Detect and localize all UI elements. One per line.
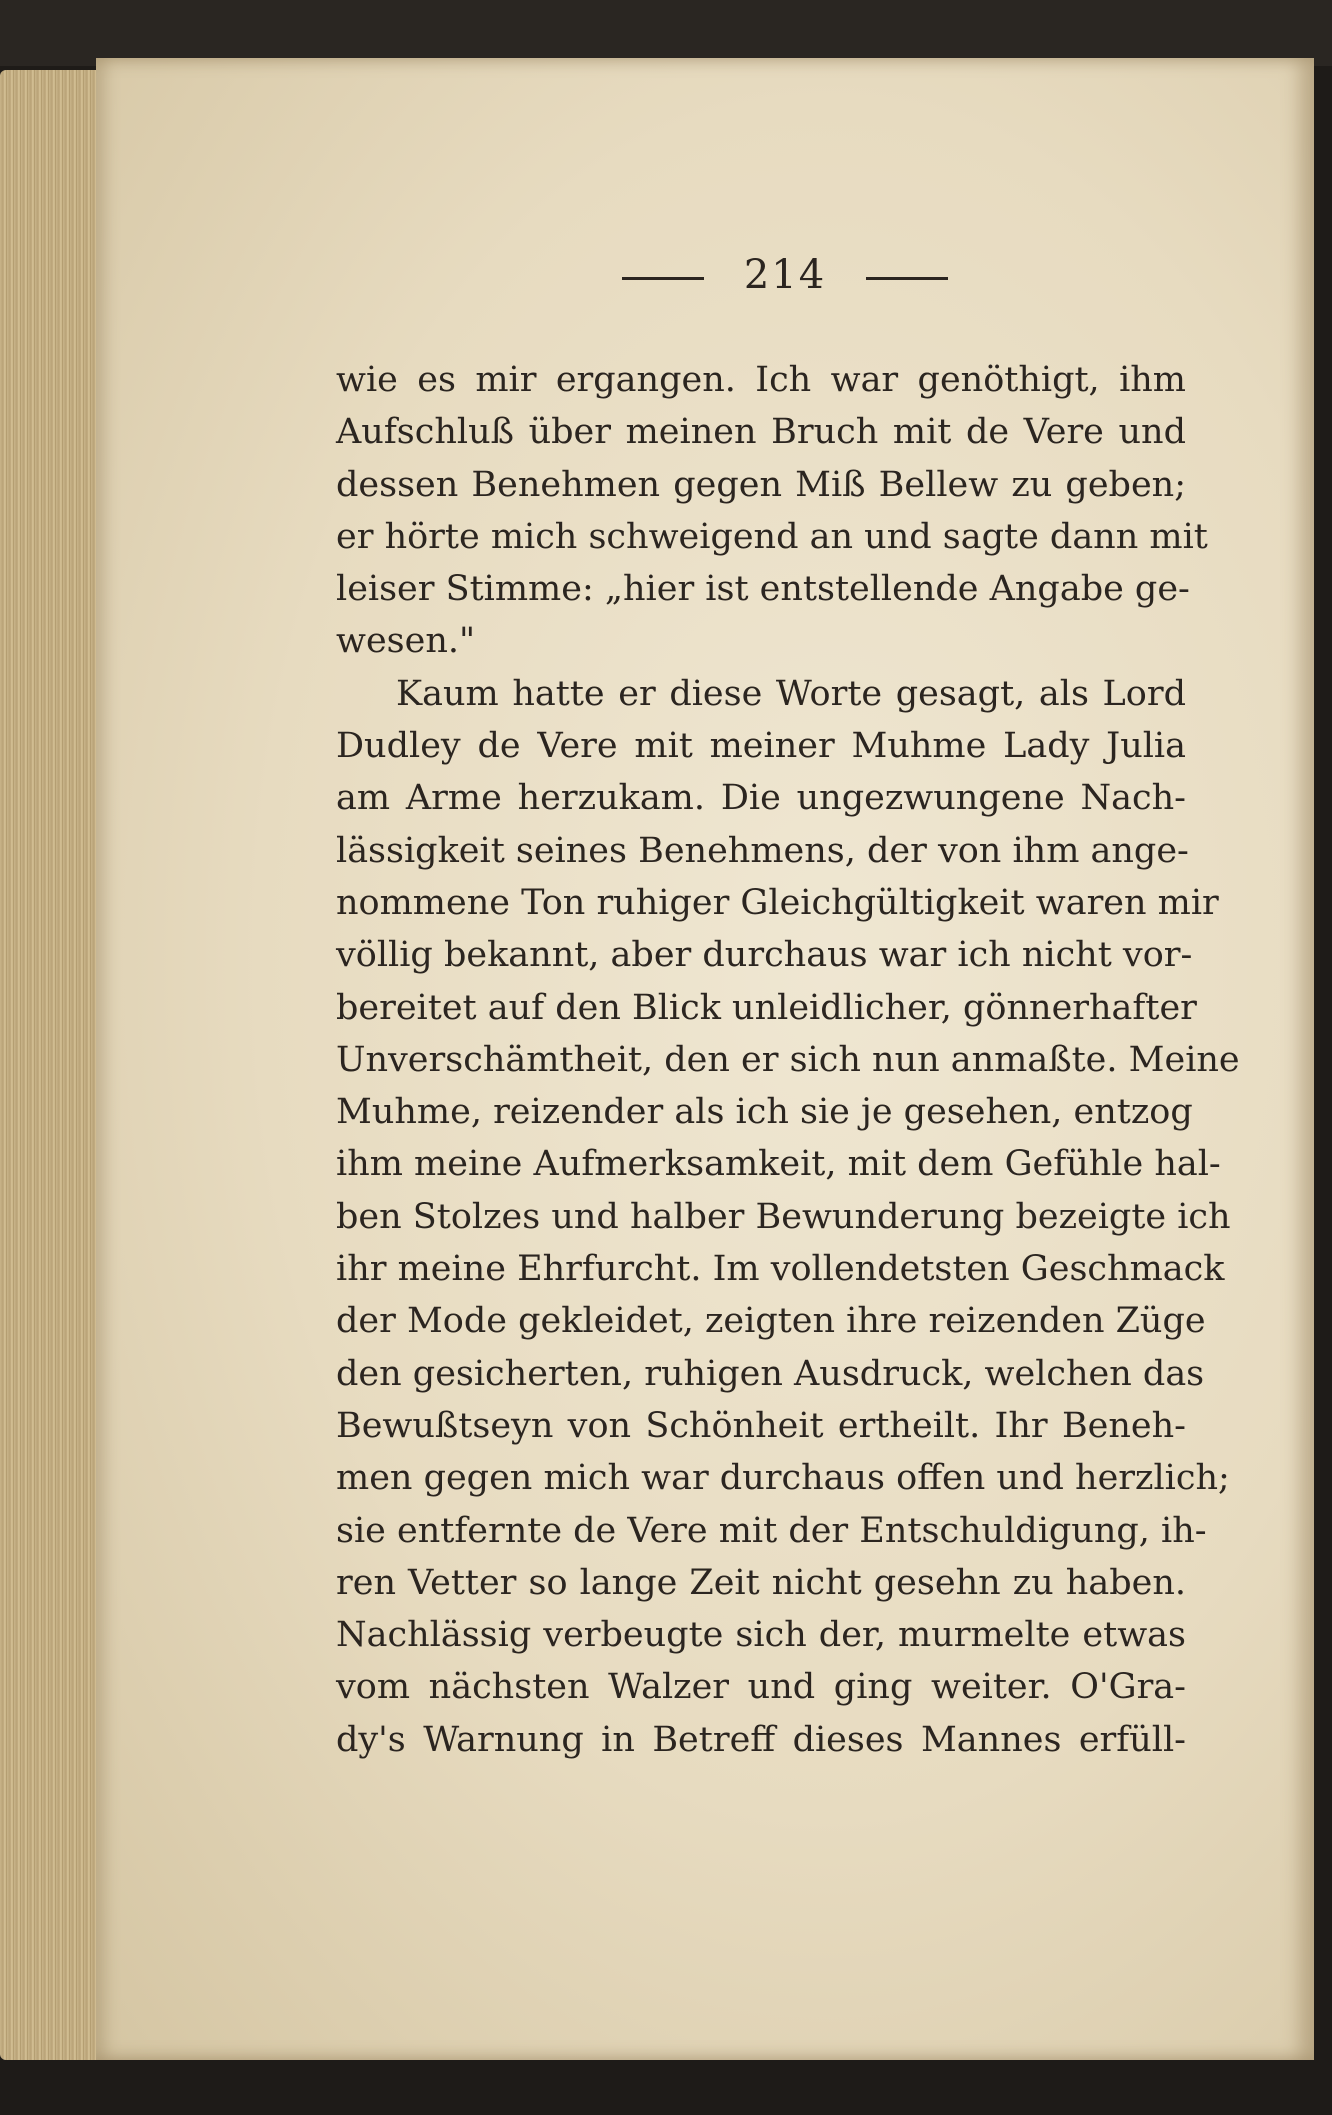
right-dash: [866, 277, 948, 280]
body-text: [336, 354, 1240, 1766]
page-number-header: [575, 252, 995, 298]
book-page-edges: [0, 70, 110, 2060]
text-line: wie es mir ergangen. Ich war genöthigt, ihm: [336, 360, 1186, 400]
text-line: ihm meine Aufmerksamkeit, mit dem Gefühle hal-: [336, 1144, 1221, 1185]
text-line: sie entfernte de Vere mit der Entschuldigung, ih-: [336, 1510, 1207, 1551]
text-line: dessen Benehmen gegen Miß Bellew zu geben;: [336, 464, 1186, 505]
text-line: ren Vetter so lange Zeit nicht gesehn zu haben.: [336, 1562, 1186, 1603]
text-line: Nachlässig verbeugte sich der, murmelte etwas: [336, 1615, 1186, 1656]
text-line: dy's Warnung in Betreff dieses Mannes erfüll-: [336, 1719, 1186, 1760]
text-line: Unverschämtheit, den er sich nun anmaßte. Meine: [336, 1039, 1240, 1080]
page-number: 214: [743, 252, 827, 298]
text-line: lässigkeit seines Benehmens, der von ihm ange-: [336, 830, 1189, 871]
text-line: Dudley de Vere mit meiner Muhme Lady Julia: [336, 726, 1186, 767]
text-line: vom nächsten Walzer und ging weiter. O'Gra-: [336, 1667, 1186, 1708]
text-line: wesen.": [336, 621, 476, 662]
text-line: nommene Ton ruhiger Gleichgültigkeit waren mir: [336, 882, 1219, 923]
text-line: Aufschluß über meinen Bruch mit de Vere und: [336, 412, 1186, 453]
text-line: den gesicherten, ruhigen Ausdruck, welchen das: [336, 1353, 1205, 1394]
left-dash: [622, 277, 704, 280]
text-line: ben Stolzes und halber Bewunderung bezeigte ich: [336, 1196, 1231, 1237]
text-line: Muhme, reizender als ich sie je gesehen, entzog: [336, 1092, 1193, 1133]
text-line: leiser Stimme: „hier ist entstellende Angabe ge-: [336, 569, 1190, 610]
text-line: men gegen mich war durchaus offen und herzlich;: [336, 1458, 1230, 1499]
text-line: am Arme herzukam. Die ungezwungene Nach-: [336, 778, 1186, 819]
text-line: bereitet auf den Blick unleidlicher, gönnerhafter: [336, 987, 1197, 1028]
text-line: er hörte mich schweigend an und sagte dann mit: [336, 516, 1208, 557]
book-cover-top: [0, 0, 1332, 66]
text-line: völlig bekannt, aber durchaus war ich nicht vor-: [336, 935, 1193, 976]
text-line: Kaum hatte er diese Worte gesagt, als Lord: [396, 673, 1186, 714]
text-line: ihr meine Ehrfurcht. Im vollendetsten Geschmack: [336, 1249, 1225, 1290]
text-line: Bewußtseyn von Schönheit ertheilt. Ihr Beneh-: [336, 1405, 1186, 1446]
text-line: der Mode gekleidet, zeigten ihre reizenden Züge: [336, 1301, 1206, 1342]
